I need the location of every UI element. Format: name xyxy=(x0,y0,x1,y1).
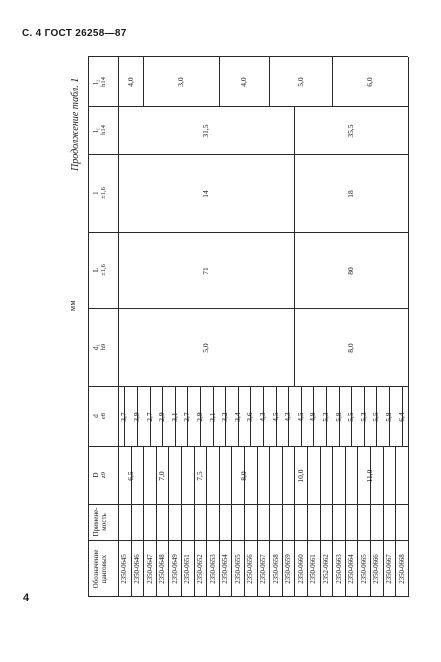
d-value-cell: 4,3 xyxy=(283,412,293,422)
group-value-l2: 6,0 xyxy=(365,77,374,87)
row-divider xyxy=(257,447,258,597)
header-d: d e8 xyxy=(92,412,107,420)
row-divider xyxy=(395,447,396,597)
designation-cell: 2350-0657 xyxy=(258,554,267,584)
rotated-table-page xyxy=(62,57,412,597)
designation-cell: 2350-0647 xyxy=(145,554,154,584)
page-number: 4 xyxy=(23,592,30,604)
row-divider xyxy=(206,447,207,597)
d-value-cell: 6,4 xyxy=(396,412,406,422)
dimensions-table xyxy=(88,57,408,597)
group-divider-d1 xyxy=(294,309,295,387)
d-value-cell: 4,3 xyxy=(257,412,267,422)
designation-cell: 2350-0666 xyxy=(372,554,381,584)
header-divider xyxy=(118,57,119,597)
header-l2: l₂ h14 xyxy=(92,77,107,87)
row-divider xyxy=(282,447,283,597)
group-divider-D xyxy=(181,447,182,505)
group-value-l1: 35,5 xyxy=(346,124,356,138)
group-value-l2: 3,0 xyxy=(176,77,185,87)
designation-cell: 2350-0660 xyxy=(296,554,305,584)
group-value-d1: 5,0 xyxy=(201,343,211,353)
designation-cell: 2350-0651 xyxy=(183,554,192,584)
designation-cell: 2350-0645 xyxy=(120,554,129,584)
group-divider-l2 xyxy=(269,57,270,107)
group-value-l1: 31,5 xyxy=(201,124,211,138)
header-D: D z9 xyxy=(92,471,107,479)
designation-cell: 2350-0667 xyxy=(384,554,393,584)
header-L: L ±1,6 xyxy=(92,264,107,276)
row-divider xyxy=(320,447,321,597)
group-value-D: 7,5 xyxy=(194,471,204,481)
group-value-D: 7,0 xyxy=(157,471,167,481)
designation-cell: 2350-0649 xyxy=(170,554,179,584)
d-value-cell: 3,4 xyxy=(232,412,242,422)
header-l1: l₁ h14 xyxy=(92,125,107,135)
table-top-border xyxy=(88,57,89,597)
group-value-D: 10,0 xyxy=(295,469,305,483)
group-value-d1: 8,0 xyxy=(346,343,356,353)
designation-cell: 2350-0664 xyxy=(347,554,356,584)
designation-cell: 2352-0662 xyxy=(321,554,330,584)
d-value-cell: 2,9 xyxy=(157,412,167,422)
group-divider-D xyxy=(219,447,220,505)
d-value-cell: 4,5 xyxy=(270,412,280,422)
group-divider-D xyxy=(143,447,144,505)
page-header: С. 4 ГОСТ 26258—87 xyxy=(22,28,127,39)
d-value-cell: 5,5 xyxy=(371,412,381,422)
row-divider xyxy=(168,447,169,597)
group-divider-L xyxy=(294,233,295,309)
designation-cell: 2350-0646 xyxy=(132,554,141,584)
units-label: мм xyxy=(68,299,77,311)
column-border xyxy=(88,154,408,155)
header-designation: Обозначение цанговых xyxy=(92,549,108,589)
d-value-cell: 3,9 xyxy=(131,412,141,422)
row-divider xyxy=(194,447,195,597)
d-value-cell: 3,1 xyxy=(169,412,179,422)
header-applicability: Примене-мость xyxy=(92,507,108,537)
designation-cell: 2350-0659 xyxy=(284,554,293,584)
d-value-cell: 3,7 xyxy=(119,412,129,422)
row-divider xyxy=(357,447,358,597)
d-value-cell: 2,7 xyxy=(182,412,192,422)
group-divider-l2 xyxy=(219,57,220,107)
group-divider-D xyxy=(269,447,270,505)
table-bottom-border xyxy=(408,57,409,597)
designation-cell: 2350-0658 xyxy=(271,554,280,584)
d-value-cell: 3,2 xyxy=(220,412,230,422)
row-divider xyxy=(156,447,157,597)
designation-cell: 2350-0661 xyxy=(309,554,318,584)
group-divider-D xyxy=(332,447,333,505)
d-value-cell: 3,1 xyxy=(207,412,217,422)
group-value-l2: 4,0 xyxy=(239,77,248,87)
row-divider xyxy=(383,447,384,597)
row-divider xyxy=(307,447,308,597)
group-divider-l2 xyxy=(143,57,144,107)
group-value-D: 11,0 xyxy=(365,469,374,483)
group-value-L: 71 xyxy=(201,267,211,275)
group-value-l: 14 xyxy=(201,190,211,198)
group-value-l2: 5,0 xyxy=(295,77,305,87)
group-value-D: 6,5 xyxy=(125,471,135,481)
group-value-l2: 4,0 xyxy=(125,77,135,87)
designation-cell: 2350-0655 xyxy=(233,554,242,584)
d-value-cell: 2,7 xyxy=(144,412,154,422)
designation-cell: 2350-0663 xyxy=(334,554,343,584)
column-border xyxy=(88,232,408,233)
d-value-cell: 5,3 xyxy=(320,412,330,422)
d-value-cell: 5,8 xyxy=(383,412,393,422)
d-value-cell: 2,9 xyxy=(194,412,204,422)
designation-cell: 2350-0652 xyxy=(195,554,204,584)
d-value-cell: 3,6 xyxy=(245,412,255,422)
d-value-cell: 4,5 xyxy=(295,412,305,422)
group-value-l: 18 xyxy=(346,190,356,198)
d-value-cell: 4,8 xyxy=(308,412,318,422)
d-value-cell: 5,3 xyxy=(358,412,368,422)
designation-cell: 2350-0653 xyxy=(208,554,217,584)
designation-cell: 2350-0648 xyxy=(158,554,167,584)
group-divider-l xyxy=(294,155,295,233)
designation-cell: 2350-0665 xyxy=(359,554,368,584)
column-border xyxy=(88,308,408,309)
designation-cell: 2350-0668 xyxy=(397,554,406,584)
row-divider xyxy=(345,447,346,597)
header-d1: d₁ h9 xyxy=(92,343,107,351)
group-divider-l2 xyxy=(332,57,333,107)
group-value-L: 80 xyxy=(346,267,356,275)
d-value-cell: 5,8 xyxy=(333,412,343,422)
header-l: l ±1,6 xyxy=(92,187,107,199)
designation-cell: 2350-0654 xyxy=(221,554,230,584)
designation-cell: 2350-0656 xyxy=(246,554,255,584)
group-divider-l1 xyxy=(294,107,295,155)
row-divider xyxy=(231,447,232,597)
group-value-D: 8,0 xyxy=(239,471,248,481)
continuation-label: Продолжение табл. 1 xyxy=(70,77,81,171)
d-value-cell: 5,5 xyxy=(346,412,356,422)
